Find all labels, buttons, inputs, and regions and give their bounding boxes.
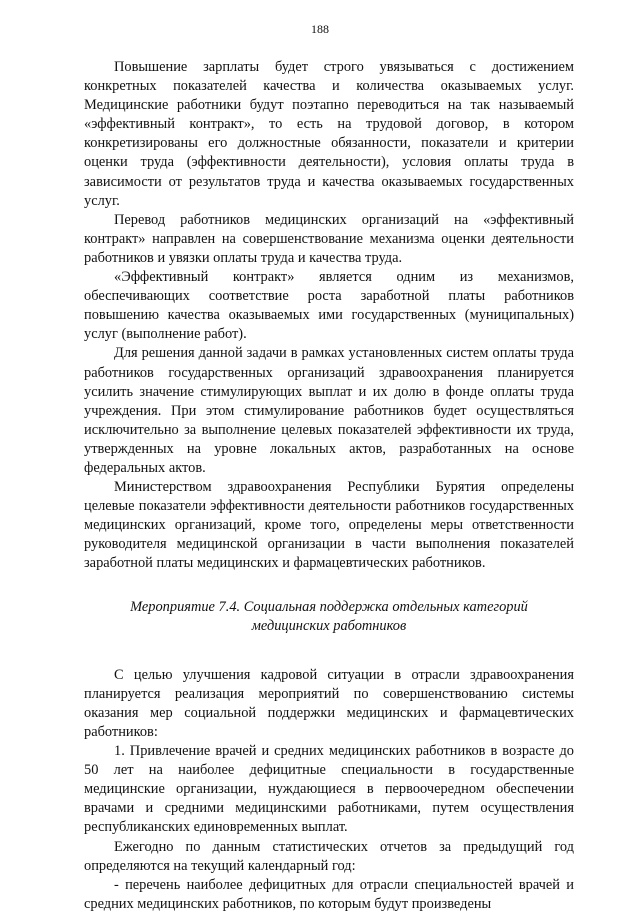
section-heading-line-2: медицинских работников (251, 617, 407, 634)
page-number: 188 (311, 22, 329, 36)
paragraph-attracting-doctors: 1. Привлечение врачей и средних медицинских работников в возрасте до 50 лет на наиболее дефицитные специальности в государственные медицинские организации, нуждающиеся в первоочередном обеспечении врачами и средними медицинскими работниками, путем осуществления республиканских единовременных выплат. (84, 743, 574, 836)
document-body (84, 58, 574, 914)
paragraph-salary-increase: Повышение зарплаты будет строго увязываться с достижением конкретных показателей качества и количества оказываемых услуг. Медицинские работники будут поэтапно переводиться на так называемый «эффективный контракт», то есть на трудовой договор, в котором конкретизированы его должностные обязанности, показатели и критерии оценки труда (эффективности деятельности), условия оплаты труда в зависимости от результатов труда и качества оказываемых государственных услуг. (84, 59, 574, 209)
paragraph-annual-statistics: Ежегодно по данным статистических отчетов за предыдущий год определяются на текущий календарный год: (84, 838, 574, 874)
paragraph-ministry-indicators: Министерством здравоохранения Республики Бурятия определены целевые показатели эффективности деятельности работников государственных медицинских организаций, кроме того, определены меры ответственности руководителя медицинской организации в части выполнения показателей заработной платы медицинских и фармацевтических работников. (84, 479, 574, 572)
section-heading-line-1: Мероприятие 7.4. Социальная поддержка отдельных категорий (130, 598, 528, 615)
paragraph-effective-contract-mechanism: «Эффективный контракт» является одним из механизмов, обеспечивающих соответствие роста заработной платы работников повышению качества оказываемых ими государственных (муниципальных) услуг (выполнение работ). (84, 269, 574, 343)
paragraph-deficit-specialties-list: - перечень наиболее дефицитных для отрасли специальностей врачей и средних медицинских работников, по которым будут произведены (84, 876, 574, 912)
paragraph-staffing-improvement: С целью улучшения кадровой ситуации в отрасли здравоохранения планируется реализация мероприятий по совершенствованию системы оказания мер социальной поддержки медицинских и фармацевтических работников: (84, 666, 574, 740)
section-heading (84, 598, 574, 636)
paragraph-effective-contract-transition: Перевод работников медицинских организаций на «эффективный контракт» направлен на совершенствование механизма оценки деятельности работников и увязки оплаты труда и качества труда. (84, 211, 574, 266)
paragraph-incentive-payments: Для решения данной задачи в рамках установленных систем оплаты труда работников государственных организаций здравоохранения планируется усилить значение стимулирующих выплат и их долю в фонде оплаты труда учреждения. При этом стимулирование работников будет осуществляться исключительно за выполнение целевых показателей эффективности их труда, утвержденных на уровне локальных актов, разработанных на основе федеральных актов. (84, 345, 574, 476)
